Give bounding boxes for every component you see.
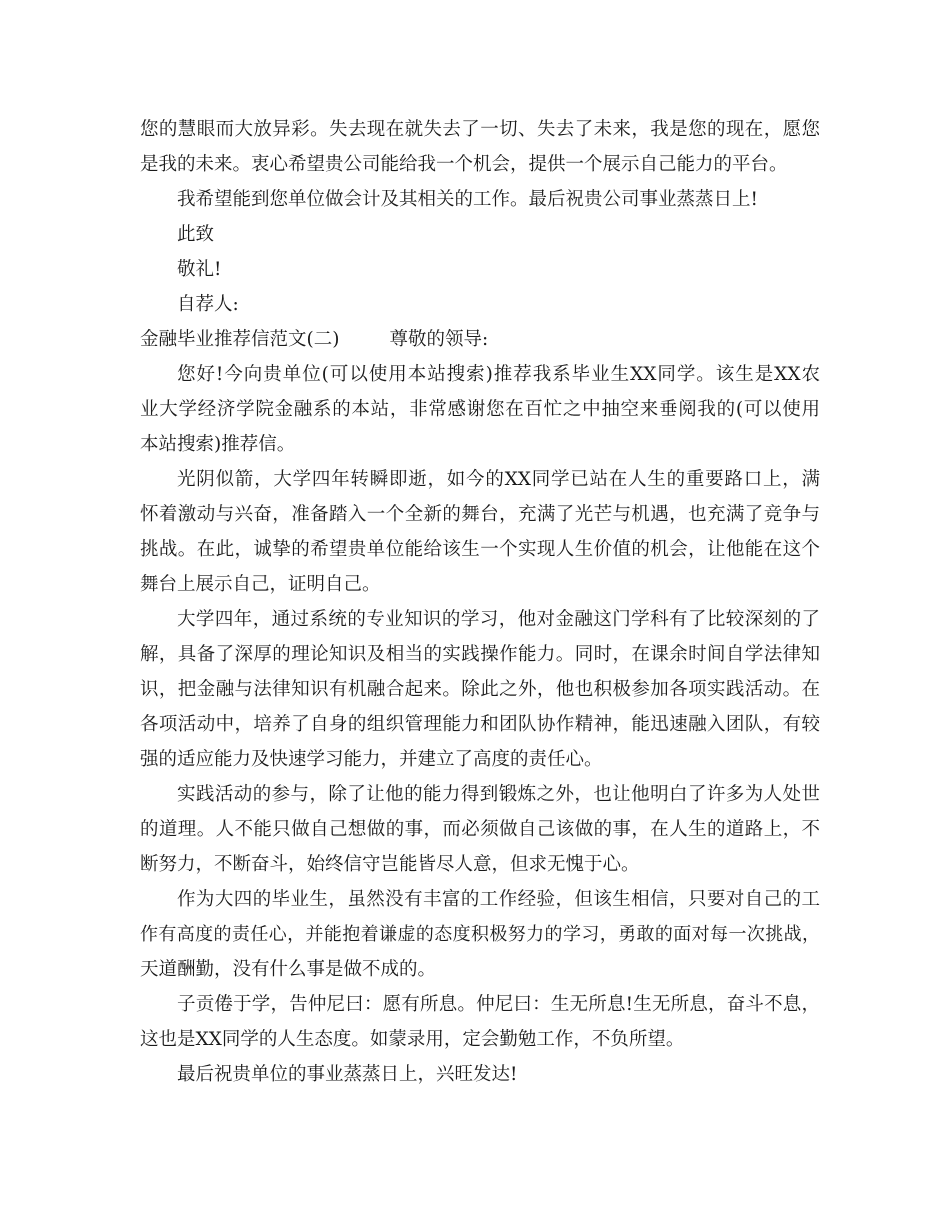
text-line: 的道理。人不能只做自己想做的事，而必须做自己该做的事，在人生的道路上，不 bbox=[140, 819, 820, 840]
text-line: 您好!今向贵单位(可以使用本站搜索)推荐我系毕业生XX同学。该生是XX农 bbox=[177, 364, 820, 385]
text-line: 这也是XX同学的人生态度。如蒙录用，定会勤勉工作，不负所望。 bbox=[140, 1029, 685, 1050]
text-line: 我希望能到您单位做会计及其相关的工作。最后祝贵公司事业蒸蒸日上! bbox=[177, 189, 758, 210]
text-line: 您的慧眼而大放异彩。失去现在就失去了一切、失去了未来，我是您的现在，愿您 bbox=[140, 119, 820, 140]
text-line: 本站搜索)推荐信。 bbox=[140, 434, 296, 455]
text-line: 舞台上展示自己，证明自己。 bbox=[140, 574, 381, 595]
text-line: 业大学经济学院金融系的本站，非常感谢您在百忙之中抽空来垂阅我的(可以使用 bbox=[140, 399, 820, 420]
text-line: 怀着激动与兴奋，准备踏入一个全新的舞台，充满了光芒与机遇，也充满了竞争与 bbox=[140, 504, 820, 525]
text-line: 作有高度的责任心，并能抱着谦虚的态度积极努力的学习，勇敢的面对每一次挑战， bbox=[140, 924, 820, 945]
text-line: 作为大四的毕业生，虽然没有丰富的工作经验，但该生相信，只要对自己的工 bbox=[177, 889, 820, 910]
closing-salutation: 此致 bbox=[177, 224, 215, 245]
text-line: 天道酬勤，没有什么事是做不成的。 bbox=[140, 959, 437, 980]
text-line: 强的适应能力及快速学习能力，并建立了高度的责任心。 bbox=[140, 749, 603, 770]
text-line: 子贡倦于学，告仲尼曰：愿有所息。仲尼曰：生无所息!生无所息，奋斗不息， bbox=[177, 994, 820, 1015]
text-line: 是我的未来。衷心希望贵公司能给我一个机会，提供一个展示自己能力的平台。 bbox=[140, 154, 788, 175]
section-title: 金融毕业推荐信范文(二) bbox=[140, 329, 340, 350]
text-line: 光阴似箭，大学四年转瞬即逝，如今的XX同学已站在人生的重要路口上，满 bbox=[177, 469, 820, 490]
text-line: 大学四年，通过系统的专业知识的学习，他对金融这门学科有了比较深刻的了 bbox=[177, 609, 820, 630]
greeting: 尊敬的领导: bbox=[389, 329, 489, 350]
text-line: 最后祝贵单位的事业蒸蒸日上，兴旺发达! bbox=[177, 1064, 518, 1085]
text-line: 各项活动中，培养了自身的组织管理能力和团队协作精神，能迅速融入团队，有较 bbox=[140, 714, 820, 735]
text-line: 识，把金融与法律知识有机融合起来。除此之外，他也积极参加各项实践活动。在 bbox=[140, 679, 820, 700]
section-heading-line bbox=[140, 328, 820, 352]
closing-regards: 敬礼! bbox=[177, 259, 222, 280]
text-line: 解，具备了深厚的理论知识及相当的实践操作能力。同时，在课余时间自学法律知 bbox=[140, 644, 820, 665]
text-line: 挑战。在此，诚挚的希望贵单位能给该生一个实现人生价值的机会，让他能在这个 bbox=[140, 539, 820, 560]
signature-label: 自荐人: bbox=[177, 294, 239, 315]
text-line: 实践活动的参与，除了让他的能力得到锻炼之外，也让他明白了许多为人处世 bbox=[177, 784, 820, 805]
text-line: 断努力，不断奋斗，始终信守岂能皆尽人意，但求无愧于心。 bbox=[140, 854, 640, 875]
